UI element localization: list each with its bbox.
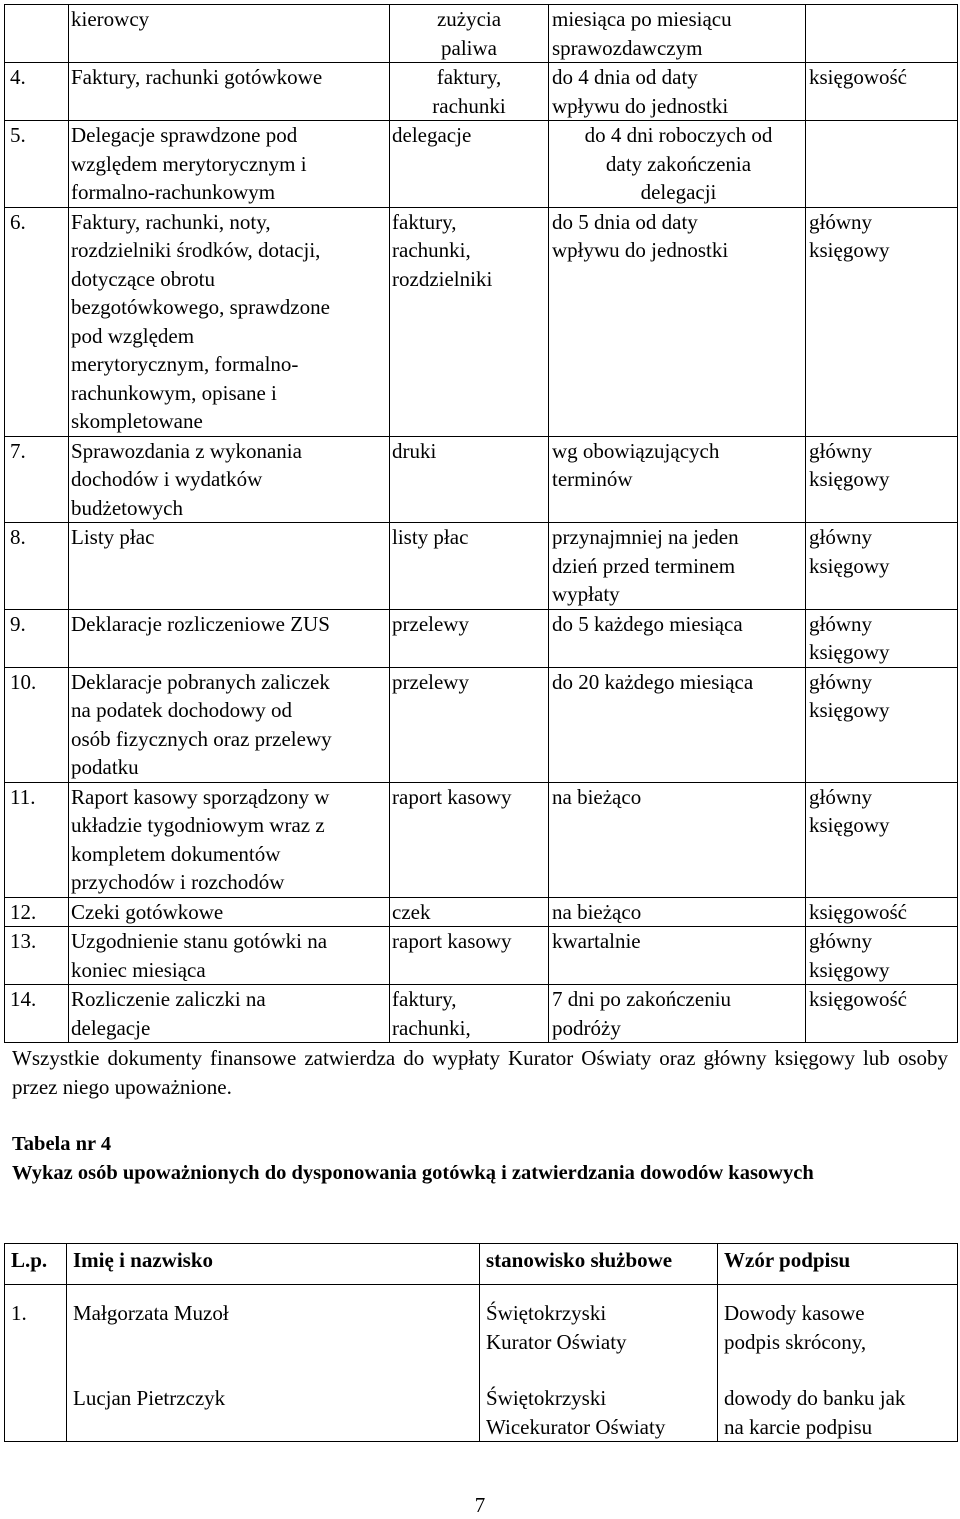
deadline: na bieżąco <box>549 782 806 897</box>
table-row <box>5 1285 958 1357</box>
responsible: główny księgowy <box>806 436 958 523</box>
signature-pattern: Dowody kasowe podpis skrócony, <box>718 1285 958 1357</box>
evidence-document: faktury, rachunki <box>390 63 549 121</box>
table-row <box>5 667 958 782</box>
responsible: księgowość <box>806 897 958 927</box>
row-lp <box>5 1356 67 1442</box>
document-type: Deklaracje rozliczeniowe ZUS <box>69 609 390 667</box>
page-number: 7 <box>474 1493 486 1517</box>
row-number: 14. <box>5 985 69 1043</box>
row-number: 11. <box>5 782 69 897</box>
table-row <box>5 985 958 1043</box>
deadline: wg obowiązujących terminów <box>549 436 806 523</box>
approval-statement: Wszystkie dokumenty finansowe zatwierdza do wypłaty Kurator Oświaty oraz główny księgowy lub osoby przez niego upoważnione. <box>12 1046 948 1099</box>
deadline: do 5 każdego miesiąca <box>549 609 806 667</box>
header-lp: L.p. <box>5 1244 67 1285</box>
person-name: Małgorzata Muzoł <box>67 1285 480 1357</box>
evidence-document: faktury, rachunki, rozdzielniki <box>390 207 549 436</box>
table-subtitle: Wykaz osób upoważnionych do dysponowania gotówką i zatwierdzania dowodów kasowych <box>12 1162 814 1184</box>
table-row <box>5 609 958 667</box>
deadline: do 4 dnia od daty wpływu do jednostki <box>549 63 806 121</box>
document-type: Deklaracje pobranych zaliczek na podatek dochodowy od osób fizycznych oraz przelewy podatku <box>69 667 390 782</box>
row-number: 7. <box>5 436 69 523</box>
table-title: Tabela nr 4 <box>12 1133 112 1155</box>
table-header-row <box>5 1244 958 1285</box>
signature-pattern: dowody do banku jak na karcie podpisu <box>718 1356 958 1442</box>
row-number: 12. <box>5 897 69 927</box>
deadline: do 20 każdego miesiąca <box>549 667 806 782</box>
responsible: główny księgowy <box>806 927 958 985</box>
row-number: 6. <box>5 207 69 436</box>
document-type: Listy płac <box>69 523 390 610</box>
deadline: na bieżąco <box>549 897 806 927</box>
responsible: główny księgowy <box>806 782 958 897</box>
table-row <box>5 897 958 927</box>
document-type: Czeki gotówkowe <box>69 897 390 927</box>
table-row <box>5 1356 958 1442</box>
evidence-document: listy płac <box>390 523 549 610</box>
document-flow-table <box>4 4 958 1043</box>
deadline: do 4 dni roboczych od daty zakończenia delegacji <box>549 121 806 208</box>
deadline: kwartalnie <box>549 927 806 985</box>
row-number: 8. <box>5 523 69 610</box>
table-row <box>5 436 958 523</box>
deadline: do 5 dnia od daty wpływu do jednostki <box>549 207 806 436</box>
header-signature: Wzór podpisu <box>718 1244 958 1285</box>
header-name: Imię i nazwisko <box>67 1244 480 1285</box>
row-number: 13. <box>5 927 69 985</box>
evidence-document: druki <box>390 436 549 523</box>
evidence-document: delegacje <box>390 121 549 208</box>
person-name: Lucjan Pietrzczyk <box>67 1356 480 1442</box>
evidence-document: faktury, rachunki, <box>390 985 549 1043</box>
table-row <box>5 5 958 63</box>
row-lp: 1. <box>5 1285 67 1357</box>
row-number: 4. <box>5 63 69 121</box>
document-type: kierowcy <box>69 5 390 63</box>
document-type: Faktury, rachunki, noty, rozdzielniki środków, dotacji, dotyczące obrotu bezgotówkowego, sprawdzone pod względem merytorycznym, formalno- rachunkowym, opisane i skompletowane <box>69 207 390 436</box>
responsible: księgowość <box>806 985 958 1043</box>
row-number <box>5 5 69 63</box>
table-row <box>5 523 958 610</box>
document-type: Delegacje sprawdzone pod względem merytorycznym i formalno-rachunkowym <box>69 121 390 208</box>
document-type: Faktury, rachunki gotówkowe <box>69 63 390 121</box>
document-type: Raport kasowy sporządzony w układzie tygodniowym wraz z kompletem dokumentów przychodów i rozchodów <box>69 782 390 897</box>
responsible: główny księgowy <box>806 609 958 667</box>
responsible <box>806 121 958 208</box>
evidence-document: przelewy <box>390 609 549 667</box>
row-number: 10. <box>5 667 69 782</box>
responsible: księgowość <box>806 63 958 121</box>
header-position: stanowisko służbowe <box>480 1244 718 1285</box>
table-row <box>5 63 958 121</box>
document-type: Sprawozdania z wykonania dochodów i wydatków budżetowych <box>69 436 390 523</box>
evidence-document: przelewy <box>390 667 549 782</box>
table-row <box>5 121 958 208</box>
row-number: 9. <box>5 609 69 667</box>
responsible: główny księgowy <box>806 207 958 436</box>
responsible: główny księgowy <box>806 523 958 610</box>
document-type: Uzgodnienie stanu gotówki na koniec miesiąca <box>69 927 390 985</box>
deadline: przynajmniej na jeden dzień przed terminem wypłaty <box>549 523 806 610</box>
deadline: miesiąca po miesiącu sprawozdawczym <box>549 5 806 63</box>
row-number: 5. <box>5 121 69 208</box>
responsible: główny księgowy <box>806 667 958 782</box>
person-position: Świętokrzyski Wicekurator Oświaty <box>480 1356 718 1442</box>
table-row <box>5 927 958 985</box>
table-row <box>5 782 958 897</box>
deadline: 7 dni po zakończeniu podróży <box>549 985 806 1043</box>
evidence-document: czek <box>390 897 549 927</box>
responsible <box>806 5 958 63</box>
authorized-persons-table <box>4 1243 958 1442</box>
person-position: Świętokrzyski Kurator Oświaty <box>480 1285 718 1357</box>
evidence-document: zużycia paliwa <box>390 5 549 63</box>
document-type: Rozliczenie zaliczki na delegacje <box>69 985 390 1043</box>
table-row <box>5 207 958 436</box>
evidence-document: raport kasowy <box>390 927 549 985</box>
evidence-document: raport kasowy <box>390 782 549 897</box>
